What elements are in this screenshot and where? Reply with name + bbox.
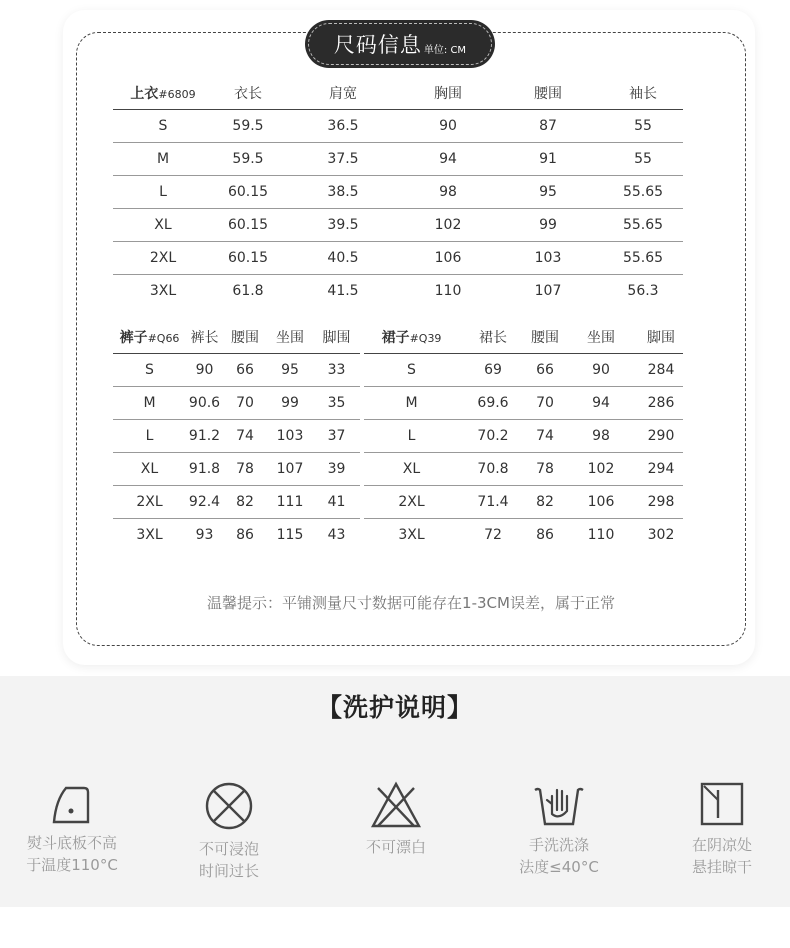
size-cell: L — [364, 420, 459, 453]
value-cell: 37.5 — [283, 143, 403, 176]
size-cell: M — [113, 387, 186, 420]
value-cell: 37 — [313, 420, 360, 453]
table-row — [364, 387, 683, 420]
value-cell: 55.65 — [603, 176, 683, 209]
measurement-note: 温馨提示：平铺测量尺寸数据可能存在1-3CM误差，属于正常 — [207, 594, 615, 612]
tops-size-table — [113, 76, 683, 307]
table-row — [113, 420, 360, 453]
tops-header-chest: 胸围 — [403, 76, 493, 110]
table-row — [113, 242, 683, 275]
value-cell: 70.2 — [459, 420, 527, 453]
value-cell: 39.5 — [283, 209, 403, 242]
badge-dashed-ring — [308, 23, 492, 65]
value-cell: 294 — [639, 453, 683, 486]
tops-header-waist: 腰围 — [493, 76, 603, 110]
size-cell: S — [364, 354, 459, 387]
value-cell: 111 — [267, 486, 313, 519]
table-row — [364, 453, 683, 486]
size-cell: L — [113, 420, 186, 453]
value-cell: 106 — [403, 242, 493, 275]
value-cell: 86 — [236, 527, 254, 543]
table-row — [113, 275, 683, 308]
size-cell: L — [113, 176, 213, 209]
pants-header-length: 裤长 — [186, 320, 223, 354]
table-row — [364, 354, 683, 387]
care-item-line-dry — [647, 780, 790, 878]
value-cell: 90 — [186, 354, 223, 387]
value-cell: 69.6 — [459, 387, 527, 420]
value-cell: 86 — [536, 527, 554, 543]
value-cell: 110 — [587, 527, 615, 543]
value-cell: 106 — [563, 486, 639, 519]
value-cell: 107 — [534, 283, 562, 299]
pants-header-hip: 坐围 — [267, 320, 313, 354]
value-cell: 93 — [195, 527, 214, 543]
pants-header-row — [113, 320, 360, 354]
value-cell: 290 — [639, 420, 683, 453]
value-cell: 33 — [313, 354, 360, 387]
value-cell: 70.8 — [459, 453, 527, 486]
iron-icon — [48, 780, 96, 826]
tops-header-name: 上衣#6809 — [113, 76, 213, 110]
care-label: 不可漂白 — [365, 838, 426, 856]
value-cell: 55 — [603, 110, 683, 143]
pants-header-waist: 腰围 — [223, 320, 267, 354]
value-cell: 98 — [563, 420, 639, 453]
value-cell: 55.65 — [603, 242, 683, 275]
table-row — [364, 519, 683, 552]
table-row — [113, 387, 360, 420]
skirt-header-hem: 脚围 — [639, 320, 683, 354]
skirt-header-name: 裙子#Q39 — [364, 320, 459, 354]
value-cell: 60.15 — [213, 176, 283, 209]
size-info-badge — [305, 20, 495, 68]
care-label: 手洗洗涤 法度≤40°C — [519, 836, 599, 876]
size-cell: XL — [113, 209, 213, 242]
value-cell: 43 — [327, 527, 346, 543]
value-cell: 90 — [403, 110, 493, 143]
table-row — [364, 486, 683, 519]
table-row — [113, 143, 683, 176]
value-cell: 69 — [459, 354, 527, 387]
value-cell: 70 — [527, 387, 563, 420]
value-cell: 71.4 — [459, 486, 527, 519]
value-cell: 55.65 — [603, 209, 683, 242]
size-cell: 3XL — [136, 527, 163, 543]
skirt-header-waist: 腰围 — [527, 320, 563, 354]
size-cell: XL — [364, 453, 459, 486]
size-cell: 2XL — [113, 242, 213, 275]
size-cell: 3XL — [149, 283, 177, 299]
table-row — [364, 420, 683, 453]
value-cell: 91.8 — [186, 453, 223, 486]
size-cell: 3XL — [398, 527, 425, 543]
skirt-header-row — [364, 320, 683, 354]
value-cell: 94 — [403, 143, 493, 176]
value-cell: 99 — [267, 387, 313, 420]
value-cell: 99 — [493, 209, 603, 242]
value-cell: 90 — [563, 354, 639, 387]
value-cell: 70 — [223, 387, 267, 420]
value-cell: 59.5 — [213, 143, 283, 176]
value-cell: 59.5 — [213, 110, 283, 143]
table-row — [113, 519, 360, 552]
pants-header-hem: 脚围 — [313, 320, 360, 354]
value-cell: 38.5 — [283, 176, 403, 209]
line-dry-shade-icon — [699, 780, 745, 828]
value-cell: 94 — [563, 387, 639, 420]
tops-header-sleeve: 袖长 — [603, 76, 683, 110]
value-cell: 107 — [267, 453, 313, 486]
size-info-title: 尺码信息 — [333, 33, 422, 57]
value-cell: 102 — [563, 453, 639, 486]
no-soak-icon — [203, 780, 255, 832]
table-row — [113, 453, 360, 486]
value-cell: 87 — [493, 110, 603, 143]
table-row — [113, 110, 683, 143]
care-title: 【洗护说明】 — [316, 693, 473, 722]
size-cell: S — [113, 354, 186, 387]
value-cell: 74 — [527, 420, 563, 453]
value-cell: 284 — [639, 354, 683, 387]
value-cell: 82 — [527, 486, 563, 519]
value-cell: 82 — [223, 486, 267, 519]
value-cell: 78 — [223, 453, 267, 486]
value-cell: 60.15 — [213, 242, 283, 275]
size-cell: M — [364, 387, 459, 420]
no-bleach-icon — [370, 780, 422, 830]
size-cell: 2XL — [113, 486, 186, 519]
value-cell: 72 — [484, 527, 502, 543]
value-cell: 115 — [276, 527, 304, 543]
value-cell: 40.5 — [283, 242, 403, 275]
value-cell: 41 — [313, 486, 360, 519]
value-cell: 36.5 — [283, 110, 403, 143]
hand-wash-icon — [532, 780, 586, 828]
size-cell: XL — [113, 453, 186, 486]
care-label: 熨斗底板不高 于温度110°C — [26, 834, 118, 874]
value-cell: 91 — [493, 143, 603, 176]
table-row — [113, 176, 683, 209]
skirt-size-table — [364, 320, 683, 551]
value-cell: 103 — [267, 420, 313, 453]
value-cell: 39 — [313, 453, 360, 486]
tops-header-length: 衣长 — [213, 76, 283, 110]
value-cell: 90.6 — [186, 387, 223, 420]
value-cell: 91.2 — [186, 420, 223, 453]
value-cell: 56.3 — [627, 283, 659, 299]
pants-header-name: 裤子#Q66 — [113, 320, 186, 354]
size-cell: M — [113, 143, 213, 176]
size-info-unit: 单位: CM — [423, 44, 467, 56]
value-cell: 66 — [223, 354, 267, 387]
tops-header-shoulder: 肩宽 — [283, 76, 403, 110]
care-item-no-bleach — [321, 780, 471, 858]
value-cell: 95 — [267, 354, 313, 387]
value-cell: 302 — [647, 527, 675, 543]
value-cell: 110 — [434, 283, 462, 299]
tops-header-row — [113, 76, 683, 110]
care-item-hand-wash — [484, 780, 634, 878]
value-cell: 102 — [403, 209, 493, 242]
value-cell: 35 — [313, 387, 360, 420]
size-cell: 2XL — [364, 486, 459, 519]
care-label: 不可浸泡 时间过长 — [198, 840, 259, 880]
value-cell: 298 — [639, 486, 683, 519]
value-cell: 95 — [493, 176, 603, 209]
pants-size-table — [113, 320, 360, 551]
value-cell: 66 — [527, 354, 563, 387]
value-cell: 74 — [223, 420, 267, 453]
table-row — [113, 486, 360, 519]
value-cell: 92.4 — [186, 486, 223, 519]
value-cell: 41.5 — [327, 283, 359, 299]
table-row — [113, 354, 360, 387]
value-cell: 55 — [603, 143, 683, 176]
skirt-header-hip: 坐围 — [563, 320, 639, 354]
value-cell: 103 — [493, 242, 603, 275]
skirt-header-length: 裙长 — [459, 320, 527, 354]
value-cell: 78 — [527, 453, 563, 486]
value-cell: 98 — [403, 176, 493, 209]
care-label: 在阴凉处 悬挂晾干 — [691, 836, 752, 876]
care-item-no-soak — [154, 780, 304, 882]
size-cell: S — [113, 110, 213, 143]
value-cell: 60.15 — [213, 209, 283, 242]
value-cell: 61.8 — [232, 283, 264, 299]
value-cell: 286 — [639, 387, 683, 420]
care-item-iron — [0, 780, 147, 876]
table-row — [113, 209, 683, 242]
